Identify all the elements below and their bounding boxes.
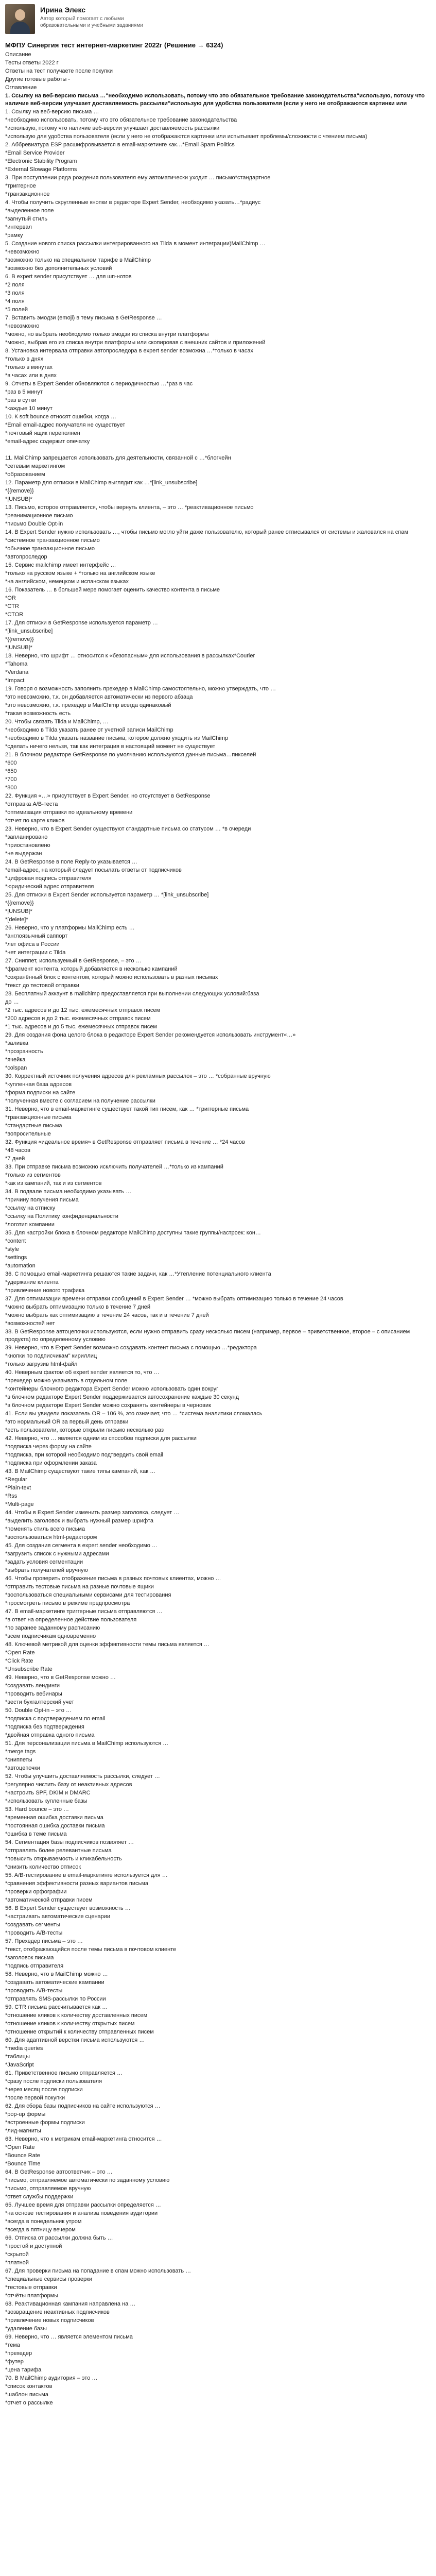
content-line: *письмо, отправляемое вручную [5, 2185, 91, 2192]
content-line: *поменять стиль всего письма [5, 1526, 85, 1532]
content-line: *ошибка в теме письма [5, 1831, 67, 1837]
content-line: *colspan [5, 1065, 27, 1071]
content-line: *есть пользователи, которые открыли письмо несколько раз [5, 1427, 164, 1433]
content-line: *заливка [5, 1040, 29, 1046]
content-line: 8. Установка интервала отправки автопроследора в expert sender возможна …*только в часах [5, 348, 253, 354]
content-line [5, 446, 429, 454]
content-line: *задать условия сегментации [5, 1559, 83, 1565]
content-line: *транзакционное [5, 191, 50, 197]
content-line: *привлечение новых подписчиков [5, 2317, 94, 2324]
content-line: *800 [5, 785, 17, 791]
content-line: *Bounce Time [5, 2161, 41, 2167]
content-line: *проверки орфографии [5, 1889, 67, 1895]
author-header [5, 4, 429, 38]
content-line: 10. К soft bounce относят ошибки, когда … [5, 414, 117, 420]
content-line: *ответ службы поддержки [5, 2194, 74, 2200]
content-line: *Plain-text [5, 1485, 31, 1491]
content-line: *подписка с подтверждением по email [5, 1716, 106, 1722]
content-line: *pop-up формы [5, 2111, 46, 2117]
content-line: *необходимо в Tilda указать название письма, которое должно уходить из MailChimp [5, 735, 229, 741]
content-line: Тесты ответы 2022 г [5, 60, 59, 66]
content-line: *только в минутах [5, 364, 53, 370]
content-line: *воспользоваться html-редактором [5, 1534, 97, 1540]
content-line: 66. Отписка от рассылки должна быть … [5, 2235, 113, 2241]
content-line: *1 тыс. адресов и до 5 тыс. ежемесячных отправок писем [5, 1024, 157, 1030]
content-line: *лид-магниты [5, 2128, 41, 2134]
document-content [5, 51, 429, 2407]
content-line: *выделить заголовок и выбрать нужный размер шрифта [5, 1518, 154, 1524]
content-line: *600 [5, 760, 17, 766]
content-line: *Tahoma [5, 661, 28, 667]
content-line: *использовать купленные базы [5, 1798, 88, 1804]
content-line: 9. Отчеты в Expert Sender обновляются с периодичностью …*раз в час [5, 381, 193, 387]
content-line: *подписка при оформлении заказа [5, 1460, 97, 1466]
content-line: *Rss [5, 1493, 18, 1499]
content-line: 35. Для настройки блока в блочном редакторе MailChimp доступны такие группы/настроек: кон… [5, 1230, 261, 1236]
content-line: *700 [5, 776, 17, 783]
content-line: Описание [5, 52, 31, 58]
content-line: *полученная вместе с согласием на получение рассылки [5, 1098, 155, 1104]
content-line: *настраивать автоматические сценарии [5, 1913, 111, 1920]
content-line: *после первой покупки [5, 2095, 65, 2101]
content-line: *отправить тестовые письма на разные почтовые ящики [5, 1584, 154, 1590]
content-line: *Verdana [5, 669, 29, 675]
content-line: *можно, но выбрать необходимо только эмодзи из списка внутри платформы [5, 331, 209, 337]
content-line: *вопросительные [5, 1131, 51, 1137]
content-line: 15. Сервис mailchimp имеет интерфейс … [5, 562, 116, 568]
content-line: *Email email-адрес получателя не существует [5, 422, 126, 428]
content-line: 22. Функция «…» присутствует в Expert Sender, но отсутствует в GetResponse [5, 793, 211, 799]
content-line: *купленная база адресов [5, 1081, 72, 1088]
avatar-body-shape [10, 22, 30, 34]
content-line: 11. MailChimp запрещается использовать для деятельности, связанной с …*блогчейн [5, 455, 231, 461]
content-line: *email-адрес, на который следует посылать ответы от подписчиков [5, 867, 182, 873]
content-line: *список контактов [5, 2383, 53, 2389]
content-line: *через месяц после подписки [5, 2087, 83, 2093]
content-line: *только из сегментов [5, 1172, 61, 1178]
content-line: *Open Rate [5, 2144, 35, 2150]
content-line: *только загрузив html-файл [5, 1361, 78, 1367]
content-line: *отправлять более релевантные письма [5, 1848, 112, 1854]
content-line: 13. Письмо, которое отправляется, чтобы вернуть клиента, – это … *реактивационное письмо [5, 504, 254, 511]
content-line: *сразу после подписки пользователя [5, 2078, 102, 2084]
content-line: *стандартные письма [5, 1123, 62, 1129]
content-line: 40. Неверным фактом об expert sender является то, что … [5, 1369, 160, 1376]
content-line: 28. Бесплатный аккаунт в mailchimp предоставляется при выполнении следующих условий:база [5, 991, 259, 997]
content-line: *рамку [5, 232, 23, 239]
content-line: *[delete]* [5, 917, 28, 923]
content-line: 44. Чтобы в Expert Sender изменить размер заголовка, следует … [5, 1510, 180, 1516]
content-line: *постоянная ошибка доставки письма [5, 1823, 105, 1829]
content-line: *200 адресов и до 2 тыс. ежемесячных отправок писем [5, 1015, 151, 1022]
content-line: 41. Если вы увидели показатель OR – 106 %, это означает, что … *система аналитики сломалась [5, 1411, 263, 1417]
content-line: 47. В email-маркетинге триггерные письма отправляются … [5, 1608, 163, 1615]
content-line: 48. Ключевой метрикой для оценки эффективности темы письма является … [5, 1641, 210, 1648]
content-line: *всегда в пятницу вечером [5, 2227, 76, 2233]
content-line: 3. При поступлении ряда рождения пользователя ему автоматически уходит … письмо*стандартное [5, 175, 271, 181]
content-line: *прозрачность [5, 1048, 43, 1055]
content-line: *оптимизация отправки по идеальному времени [5, 809, 133, 816]
content-line: *проводить A/B-тесты [5, 1988, 63, 1994]
content-line: *автоцепочки [5, 1765, 40, 1771]
content-line: 32. Функция «идеальное время» в GetResponse отправляет письма в течение … *24 часов [5, 1139, 245, 1145]
content-line: *подписка без подтверждения [5, 1724, 84, 1730]
content-line: 37. Для оптимизации времени отправки сообщений в Expert Sender … *можно выбрать оптимизацию только в течение 24 часов [5, 1296, 343, 1302]
content-line: *регулярно чистить базу от неактивных адресов [5, 1782, 132, 1788]
content-line: *удержание клиента [5, 1279, 59, 1285]
content-line: 61. Приветственное письмо отправляется … [5, 2070, 123, 2076]
content-line: *каждые 10 минут [5, 405, 53, 412]
content-line: 14. В Expert Sender нужно использовать …, чтобы письмо могло уйти даже пользователю, который ранее отписывался от системы и жаловался на спам [5, 529, 408, 535]
content-line: 70. В MailChimp аудитория – это … [5, 2375, 98, 2381]
content-line: *причину получения письма [5, 1197, 79, 1203]
content-line: *отчет по карте кликов [5, 818, 65, 824]
content-line: *сетевым маркетингом [5, 463, 65, 469]
content-line: 64. В GetResponse автоответчик – это … [5, 2169, 113, 2175]
content-line: *всем подписчикам одновременно [5, 1633, 96, 1639]
content-line: *5 полей [5, 307, 28, 313]
author-name[interactable]: Ирина Элекс [40, 6, 86, 14]
content-line: 30. Корректный источник получения адресов для рекламных рассылок – это … *собранные вручную [5, 1073, 271, 1079]
content-line: *сниппеты [5, 1757, 32, 1763]
content-line: *текст, отображающийся после темы письма в почтовом клиенте [5, 1946, 177, 1953]
content-line: *3 поля [5, 290, 25, 296]
content-line: *отправлять SMS-рассылки по России [5, 1996, 106, 2002]
content-line: *обычное транзакционное письмо [5, 546, 95, 552]
author-info [40, 4, 164, 29]
content-line: *тестовые отправки [5, 2284, 57, 2291]
content-line: *сохранённый блок с контентом, который можно использовать в разных письмах [5, 974, 218, 980]
content-line: 20. Чтобы связать Tilda и MailChimp, … [5, 719, 109, 725]
content-line: 56. В Expert Sender существует возможность … [5, 1905, 131, 1911]
content-line: *проводить вебинары [5, 1691, 62, 1697]
content-line: *реанимационное письмо [5, 513, 73, 519]
content-line: *текст до тестовой отправки [5, 982, 79, 989]
content-line: *проводить A/B-тесты [5, 1930, 63, 1936]
content-line: 51. Для персонализации письма в MailChimp используются … [5, 1740, 169, 1747]
content-line: *CTOR [5, 612, 24, 618]
content-line: *Click Rate [5, 1658, 33, 1664]
content-line: 57. Прехедер письма – это … [5, 1938, 83, 1944]
content-line: *письмо Double Opt-in [5, 521, 63, 527]
content-line: *CTR [5, 603, 19, 609]
content-line: *на основе тестирования и анализа поведения аудитории [5, 2210, 158, 2216]
content-line: *транзакционные письма [5, 1114, 72, 1121]
content-line: *форма подписки на сайте [5, 1090, 76, 1096]
content-line: *style [5, 1246, 19, 1252]
content-line: 53. Hard bounce – это … [5, 1806, 69, 1812]
content-line: *{{remove}} [5, 900, 34, 906]
content-line: *Email Service Provider [5, 150, 65, 156]
content-line: 6. В expert sender присутствует … для шп-нотов [5, 274, 132, 280]
content-line: *отчёты платформы [5, 2293, 59, 2299]
content-line: *2 тыс. адресов и до 12 тыс. ежемесячных отправок писем [5, 1007, 161, 1013]
content-line: *запланировано [5, 834, 48, 840]
content-line: до … [5, 999, 19, 1005]
content-line: *automation [5, 1263, 36, 1269]
content-line: *создавать автоматические кампании [5, 1979, 104, 1986]
content-line: 45. Для создания сегмента в expert sender необходимо … [5, 1543, 158, 1549]
content-line: *автоматической отправки писем [5, 1897, 93, 1903]
content-line: 27. Сниппет, используемый в GetResponse, – это … [5, 958, 142, 964]
content-line: 43. В MailChimp существуют такие типы кампаний, как … [5, 1468, 156, 1475]
content-line: *воспользоваться специальными сервисами для тестирования [5, 1592, 171, 1598]
content-line: *прехедер [5, 2350, 32, 2357]
content-line: 50. Double Opt-in – это … [5, 1707, 72, 1714]
content-line: *можно, выбрав его из списка внутри платформы или скопировав с внешних сайтов и приложений [5, 340, 266, 346]
content-line: *двойная отправка одного письма [5, 1732, 95, 1738]
content-line: *футер [5, 2359, 24, 2365]
content-line: *всегда в понедельник утром [5, 2218, 82, 2225]
content-line: *таблицы [5, 2054, 30, 2060]
content-line: *автопроследор [5, 554, 47, 560]
content-line: 12. Параметр для отписки в MailChimp выглядит как …*[link_unsubscribe] [5, 480, 198, 486]
content-line: *отправка A/B-теста [5, 801, 58, 807]
content-line: *временная ошибка доставки письма [5, 1815, 103, 1821]
content-line: *невозможно [5, 323, 40, 329]
content-line: *интервал [5, 224, 32, 230]
content-line: 39. Неверно, что в Expert Sender возможно создавать контент письма с помощью …*редактора [5, 1345, 257, 1351]
content-line: *системное транзакционное письмо [5, 537, 100, 544]
content-line: *встроенные формы подписки [5, 2120, 85, 2126]
content-line: *это невозможно, т.к. прехедер в MailChimp всегда одинаковый [5, 702, 171, 708]
content-line: *Electronic Stability Program [5, 158, 77, 164]
content-line: *возвращение неактивных подписчиков [5, 2309, 110, 2315]
content-line: *как из кампаний, так и из сегментов [5, 1180, 102, 1187]
content-line: 7. Вставить эмодзи (emoji) в тему письма в GetResponse … [5, 315, 162, 321]
content-line: *только в днях [5, 356, 44, 362]
content-line: *возможно только на специальном тарифе в MailChimp [5, 257, 151, 263]
content-line: *в блочном редакторе Expert Sender можно сохранять контейнеры в черновик [5, 1402, 211, 1409]
content-line: *юридический адрес отправителя [5, 884, 94, 890]
content-line: *settings [5, 1255, 27, 1261]
content-line: *сделать ничего нельзя, так как интеграция в настоящий момент не существует [5, 743, 216, 750]
content-line: 58. Неверно, что в MailChimp можно … [5, 1971, 108, 1977]
content-line: *отношение кликов к количеству открытых писем [5, 2021, 135, 2027]
question-heading: 1. Ссылку на веб-версию письма …"необходимо использовать, потому что это обязательное требование законодательства"использую, потому что наличие веб-версии улучшает доставляемость рассылки"использую для удобства пользователя (если у него не отображаются картинки или [5, 93, 425, 107]
content-line: *Impact [5, 677, 25, 684]
content-line: *650 [5, 768, 17, 774]
content-line: *подпись отправителя [5, 1963, 64, 1969]
content-line: *цена тарифа [5, 2367, 42, 2373]
content-line: 69. Неверно, что … является элементом письма [5, 2334, 133, 2340]
content-line: 55. A/B-тестирование в email-маркетинге используется для … [5, 1872, 168, 1878]
content-line: *триггерное [5, 183, 36, 189]
content-line: *можно выбрать оптимизацию только в течение 7 дней [5, 1304, 150, 1310]
content-line: 62. Для сбора базы подписчиков на сайте используются … [5, 2103, 161, 2109]
content-line: *в часах или в днях [5, 372, 57, 379]
content-line: 17. Для отписки в GetResponse используется параметр … [5, 620, 158, 626]
content-line: 24. В GetResponse в поле Reply-to указывается … [5, 859, 137, 865]
content-line: *невозможно [5, 249, 40, 255]
content-line: *контейнеры блочного редактора Expert Sender можно использовать один вокруг [5, 1386, 219, 1392]
content-line: *ссылку на Политику конфиденциальности [5, 1213, 118, 1219]
content-line: *фрагмент контента, который добавляется в несколько кампаний [5, 966, 178, 972]
content-line: *использую для удобства пользователя (если у него не отображаются картинки или испытывает проблемы/сложности с чтением письма) [5, 133, 368, 140]
content-line: *Open Rate [5, 1650, 35, 1656]
content-line: *специальные сервисы проверки [5, 2276, 93, 2282]
content-line: *отношение кликов к количеству доставленных писем [5, 2012, 148, 2019]
content-line: *письмо, отправляемое автоматически по заданному условию [5, 2177, 170, 2183]
content-line: *настроить SPF, DKIM и DMARC [5, 1790, 91, 1796]
content-line: 38. В GetResponse автоцепочки используются, если нужно отправить сразу несколько писем (например, первое – приветственное, второе – с описанием продукта) по определенному условию [5, 1329, 410, 1343]
content-line: 5. Создание нового списка рассылки интегрированного на Tilda в момент интеграции)MailChimp … [5, 241, 266, 247]
content-line: *можно выбрать как оптимизацию в течение 24 часов, так и в течение 7 дней [5, 1312, 209, 1318]
content-line: 31. Неверно, что в email-маркетинге существует такой тип писем, как … *триггерные письма [5, 1106, 249, 1112]
content-line: *просмотреть письмо в режиме предпросмотра [5, 1600, 130, 1606]
document-title: МФПУ Синергия тест интернет-маркетинг 2022г (Решение → 6324) [5, 41, 223, 49]
content-line: 36. С помощью email-маркетинга решаются такие задачи, как …*Утепление потенциального клиента [5, 1271, 271, 1277]
content-line: *цифровая подпись отправителя [5, 875, 92, 882]
content-line: Другие готовые работы - [5, 76, 70, 82]
content-line: *снизить количество отписок [5, 1864, 81, 1870]
content-line: *повысить открываемость и кликабельность [5, 1856, 122, 1862]
content-line: 60. Для адаптивной верстки письма используются … [5, 2037, 145, 2043]
content-line: *|UNSUB|* [5, 645, 32, 651]
author-description: Автор который помогает с любыми образовательными и учебными заданиями [40, 16, 143, 28]
content-line: *необходимо использовать, потому что это обязательное требование законодательства [5, 117, 237, 123]
content-line: *|UNSUB|* [5, 496, 32, 502]
content-line: *48 часов [5, 1147, 31, 1154]
content-line: *4 поля [5, 298, 25, 304]
content-line: *заголовок письма [5, 1955, 54, 1961]
content-line: *JavaScript [5, 2062, 34, 2068]
content-line: *кнопки по подписчикам" кириллиц [5, 1353, 97, 1359]
content-line: *создавать сегменты [5, 1922, 60, 1928]
content-line: 59. CTR письма рассчитывается как … [5, 2004, 108, 2010]
content-line: 19. Говоря о возможность заполнить прехедер в MailChimp самостоятельно, можно утверждать, что … [5, 686, 276, 692]
content-line: *это нормальный OR за первый день отправки [5, 1419, 129, 1425]
content-line: *merge tags [5, 1749, 36, 1755]
content-line: 18. Неверно, что шрифт … относится к «безопасным» для использования в рассылках*Courier [5, 653, 255, 659]
content-line: *лет офиса в России [5, 941, 60, 947]
content-line: *{{remove}} [5, 636, 34, 642]
content-line: 29. Для создания фона целого блока в редакторе Expert Sender рекомендуется использовать инструмент«…» [5, 1032, 296, 1038]
content-line: *простой и доступной [5, 2243, 62, 2249]
content-line: *использую, потому что наличие веб-версии улучшает доставляемость рассылки [5, 125, 220, 131]
content-line: *англоязычный саппорт [5, 933, 68, 939]
content-line: 52. Чтобы улучшить доставляемость рассылки, следует … [5, 1773, 160, 1780]
content-line: 4. Чтобы получить скругленные кнопки в редакторе Expert Sender, необходимо указать…*радиус [5, 199, 261, 206]
content-line: Ответы на тест получаете после покупки [5, 68, 113, 74]
content-line: *образованием [5, 471, 45, 478]
content-line: *2 поля [5, 282, 25, 288]
content-line: 54. Сегментация базы подписчиков позволяет … [5, 1839, 134, 1845]
content-line: *платной [5, 2260, 29, 2266]
content-line: *выбрать получателей вручную [5, 1567, 88, 1573]
content-line: *привлечение нового трафика [5, 1287, 85, 1294]
content-line: 49. Неверно, что в GetResponse можно … [5, 1674, 116, 1681]
content-line: *content [5, 1238, 26, 1244]
content-line: *в блочном редакторе Expert Sender поддерживается автосохранение каждые 30 секунд [5, 1394, 239, 1400]
content-line: *ячейка [5, 1057, 26, 1063]
content-line: *создавать лендинги [5, 1683, 60, 1689]
content-line: *шаблон письма [5, 2392, 48, 2398]
content-line: *загнутый стиль [5, 216, 48, 222]
content-line: *на английском, немецком и испанском языках [5, 579, 129, 585]
content-line: *только на русском языке + *только на английском языке [5, 570, 155, 577]
content-line: *Bounce Rate [5, 2153, 40, 2159]
content-line: *раз в 5 минут [5, 389, 43, 395]
content-line: *в ответ на определенное действие пользователя [5, 1617, 137, 1623]
content-line: *по заранее заданному расписанию [5, 1625, 100, 1631]
content-line: *отношение открытий к количеству отправленных писем [5, 2029, 154, 2035]
content-line: *Multi-page [5, 1501, 34, 1507]
content-line: 67. Для проверки письма на попадание в спам можно использовать … [5, 2268, 191, 2274]
content-line: *не выдержан [5, 851, 42, 857]
content-line: 34. В подвале письма необходимо указывать … [5, 1189, 132, 1195]
content-line: *такая возможность есть [5, 710, 71, 717]
content-line: *тема [5, 2342, 20, 2348]
content-line: 63. Неверно, что к метрикам email-маркетинга относится … [5, 2136, 162, 2142]
content-line: *сравнения эффективности разных вариантов письма [5, 1880, 148, 1887]
content-line: *логотип компании [5, 1222, 55, 1228]
content-line: *нет интеграции с Tilda [5, 950, 66, 956]
content-line: *подписка через форму на сайте [5, 1444, 92, 1450]
content-line: *приостановлено [5, 842, 50, 849]
content-line: *|UNSUB|* [5, 908, 32, 914]
content-line: *почтовый ящик переполнен [5, 430, 80, 436]
content-line: *media queries [5, 2045, 43, 2052]
content-line: 46. Чтобы проверить отображение письма в разных почтовых клиентах, можно … [5, 1575, 221, 1582]
content-line: *прехедер можно указывать в отдельном поле [5, 1378, 128, 1384]
content-line: *email-адрес содержит опечатку [5, 438, 90, 445]
content-line: *это невозможно, т.к. он добавляется автоматически из первого абзаца [5, 694, 193, 700]
content-line: *удаление базы [5, 2326, 47, 2332]
content-line: 2. Аббревиатура ESP расшифровывается в email-маркетинге как…*Email Spam Politics [5, 142, 235, 148]
content-line: 33. При отправке письма возможно исключить получателей …*только из кампаний [5, 1164, 223, 1170]
content-line: *Regular [5, 1477, 27, 1483]
content-line: *ссылку на отписку [5, 1205, 56, 1211]
content-line: 23. Неверно, что в Expert Sender существуют стандартные письма со статусом … *в очереди [5, 826, 251, 832]
content-line: 25. Для отписки в Expert Sender используется параметр … *[link_unsubscribe] [5, 892, 209, 898]
content-line: 21. В блочном редакторе GetResponse по умолчанию используются данные письма…пикселей [5, 752, 256, 758]
content-line: *OR [5, 595, 16, 601]
content-line: *7 дней [5, 1156, 25, 1162]
content-line: *загрузить список с нужными адресами [5, 1551, 109, 1557]
content-line: *[link_unsubscribe] [5, 628, 53, 634]
content-line: *скрытой [5, 2251, 29, 2258]
content-line: Оглавление [5, 84, 37, 91]
content-line: *необходимо в Tilda указать ранее от учетной записи MailChimp [5, 727, 173, 733]
content-line: *раз в сутки [5, 397, 37, 403]
content-line: *Unsubscribe Rate [5, 1666, 53, 1672]
content-line: 1. Ссылку на веб-версию письма … [5, 109, 99, 115]
content-line: 26. Неверно, что у платформы MailChimp есть … [5, 925, 135, 931]
content-line: 16. Показатель … в большей мере помогает оценить качество контента в письме [5, 587, 220, 593]
content-line: *возможностей нет [5, 1320, 55, 1327]
content-line: *вести бухгалтерский учет [5, 1699, 75, 1705]
content-line: *возможно без дополнительных условий [5, 265, 112, 272]
content-line: *отчет о рассылке [5, 2400, 53, 2406]
content-line: 68. Реактивационная кампания направлена на … [5, 2301, 136, 2307]
content-line: 65. Лучшее время для отправки рассылки определяется … [5, 2202, 161, 2208]
content-line: 42. Неверно, что … является одним из способов подписки для рассылки [5, 1435, 197, 1442]
content-line: *подписка, при которой необходимо подтвердить свой email [5, 1452, 163, 1458]
avatar-head-shape [15, 9, 25, 21]
content-line: *External Slowage Platforms [5, 166, 77, 173]
content-line: *{{remove}} [5, 488, 34, 494]
author-avatar[interactable] [5, 4, 35, 34]
content-line: *выделенное поле [5, 208, 54, 214]
